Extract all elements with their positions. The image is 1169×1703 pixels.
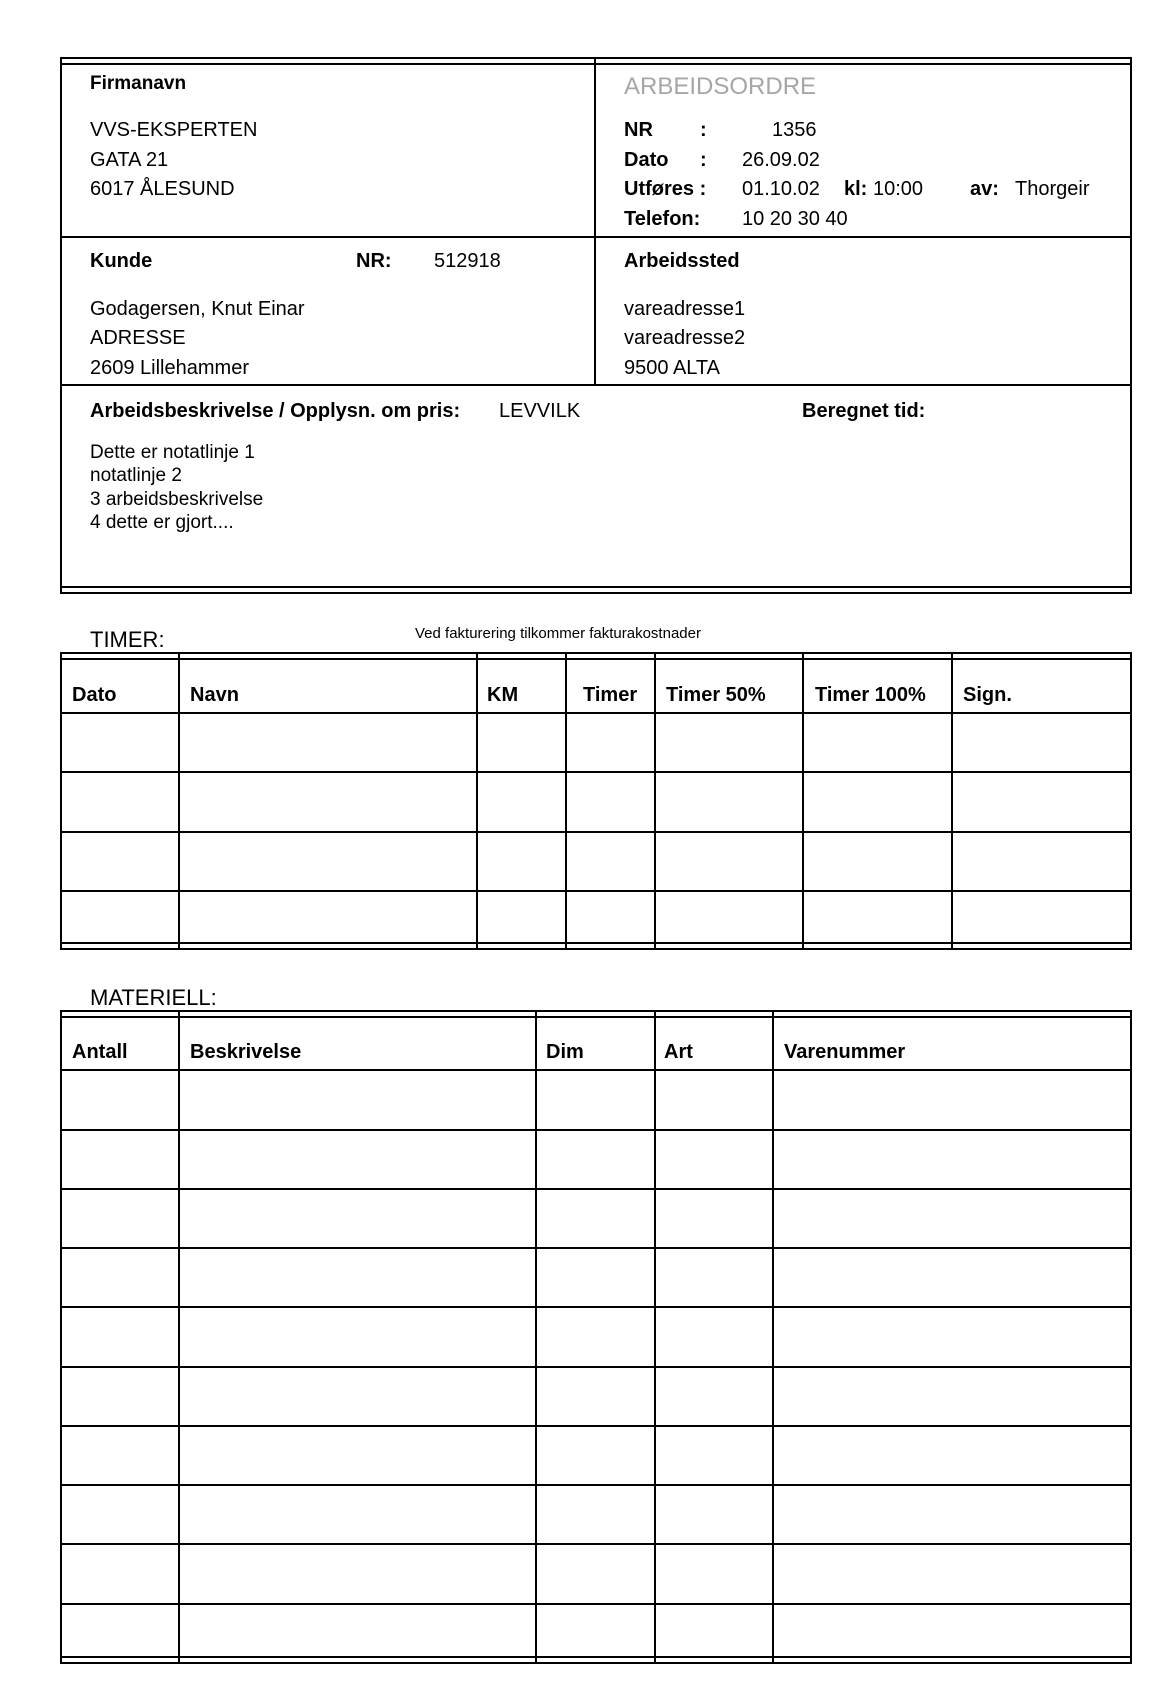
timer-table-row[interactable] [62, 714, 1130, 770]
timer-border-top [60, 652, 1132, 654]
divider-vertical [594, 57, 596, 385]
materials-border-bottom [60, 1662, 1132, 1664]
description-line: 4 dette er gjort.... [90, 512, 234, 533]
company-street: GATA 21 [90, 149, 169, 171]
company-name: VVS-EKSPERTEN [90, 119, 258, 141]
invoice-note: Ved fakturering tilkommer fakturakostnader [415, 625, 701, 642]
materials-table-row[interactable] [62, 1427, 1130, 1483]
customer-nr-value: 512918 [434, 250, 501, 272]
order-time-label: kl: [844, 178, 868, 200]
order-execute-label: Utføres : [624, 178, 707, 200]
materials-border-top-inner [60, 1016, 1132, 1018]
description-line: 3 arbeidsbeskrivelse [90, 489, 264, 510]
customer-label: Kunde [90, 250, 153, 272]
materials-table-row[interactable] [62, 1486, 1130, 1542]
materials-table-row[interactable] [62, 1249, 1130, 1305]
order-phone-label: Telefon: [624, 208, 701, 230]
order-nr-colon: : [700, 119, 707, 141]
timer-col-name: Navn [190, 684, 239, 706]
timer-col-hours-100: Timer 100% [815, 684, 926, 706]
worksite-line1: vareadresse1 [624, 298, 746, 320]
materials-border-top [60, 1010, 1132, 1012]
timer-border-top-inner [60, 658, 1132, 660]
materials-col-type: Art [664, 1041, 693, 1063]
order-date-label: Dato [624, 149, 669, 171]
timer-border-bottom [60, 948, 1132, 950]
order-title: ARBEIDSORDRE [624, 73, 817, 100]
description-line: Dette er notatlinje 1 [90, 442, 255, 463]
customer-address: ADRESSE [90, 327, 186, 349]
timer-col-sign: Sign. [963, 684, 1012, 706]
materials-table-row[interactable] [62, 1368, 1130, 1424]
timer-table-row[interactable] [62, 833, 1130, 889]
materials-border-bottom-inner [60, 1656, 1132, 1658]
timer-col-hours: Timer [583, 684, 638, 706]
materials-col-line [1130, 1010, 1132, 1664]
border-right [1130, 57, 1132, 592]
materials-col-description: Beskrivelse [190, 1041, 302, 1063]
order-time-value: 10:00 [873, 178, 924, 200]
company-city: 6017 ÅLESUND [90, 178, 235, 200]
materials-col-dim: Dim [546, 1041, 584, 1063]
timer-table-row[interactable] [62, 892, 1130, 941]
materials-table-row[interactable] [62, 1545, 1130, 1602]
order-phone-value: 10 20 30 40 [742, 208, 848, 230]
customer-nr-label: NR: [356, 250, 392, 272]
materials-table-row[interactable] [62, 1308, 1130, 1365]
materials-table-row[interactable] [62, 1605, 1130, 1655]
materials-col-quantity: Antall [72, 1041, 128, 1063]
estimated-time-label: Beregnet tid: [802, 400, 926, 422]
order-by-label: av: [970, 178, 999, 200]
border-bottom [60, 592, 1132, 594]
materials-table-row[interactable] [62, 1190, 1130, 1246]
description-label: Arbeidsbeskrivelse / Opplysn. om pris: [90, 400, 461, 422]
worksite-line3: 9500 ALTA [624, 357, 720, 379]
order-date-value: 26.09.02 [742, 149, 820, 171]
order-date-colon: : [700, 149, 707, 171]
divider-row2 [60, 384, 1132, 386]
border-left [60, 57, 62, 592]
company-label: Firmanavn [90, 73, 187, 94]
customer-city: 2609 Lillehammer [90, 357, 249, 379]
timer-title: TIMER: [90, 627, 165, 652]
border-bottom-inner [60, 586, 1132, 588]
order-execute-value: 01.10.02 [742, 178, 820, 200]
border-top-inner [60, 63, 1132, 65]
border-top [60, 57, 1132, 59]
divider-row1 [60, 236, 1132, 238]
timer-border-bottom-inner [60, 942, 1132, 944]
materials-table-row[interactable] [62, 1131, 1130, 1187]
worksite-label: Arbeidssted [624, 250, 740, 272]
order-by-value: Thorgeir [1015, 178, 1090, 200]
worksite-line2: vareadresse2 [624, 327, 746, 349]
timer-col-hours-50: Timer 50% [666, 684, 766, 706]
timer-col-line [1130, 652, 1132, 950]
customer-name: Godagersen, Knut Einar [90, 298, 305, 320]
timer-table-row[interactable] [62, 773, 1130, 830]
timer-col-km: KM [487, 684, 519, 706]
order-nr-label: NR [624, 119, 653, 141]
materials-table-row[interactable] [62, 1071, 1130, 1128]
materials-col-item-number: Varenummer [784, 1041, 906, 1063]
order-nr-value: 1356 [772, 119, 817, 141]
materials-title: MATERIELL: [90, 985, 217, 1010]
description-value: LEVVILK [499, 400, 581, 422]
description-line: notatlinje 2 [90, 465, 182, 486]
timer-col-date: Dato [72, 684, 117, 706]
